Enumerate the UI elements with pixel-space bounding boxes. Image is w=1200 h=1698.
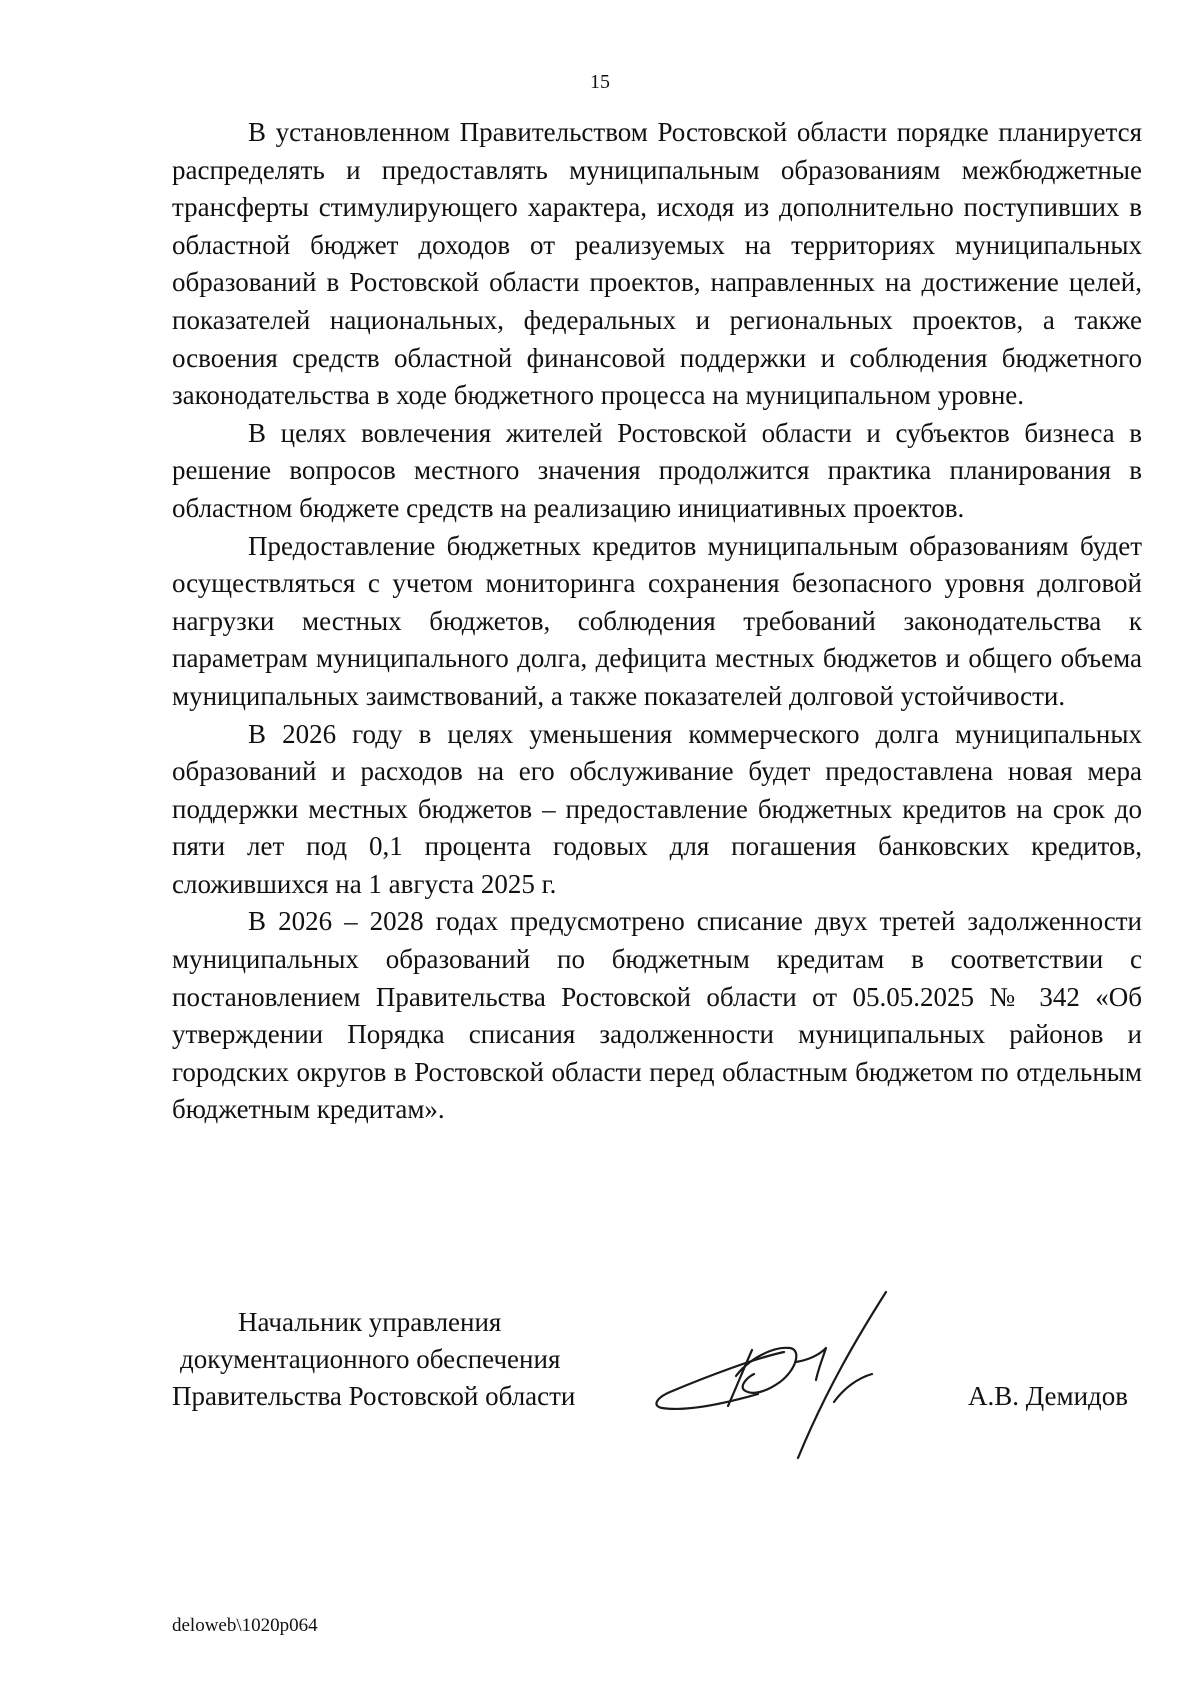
document-reference: deloweb\1020p064	[172, 1615, 318, 1636]
paragraph-initiative-projects: В целях вовлечения жителей Ростовской области и субъектов бизнеса в решение вопросов местного значения продолжится практика планирования в областном бюджете средств на реализацию инициативных проектов.	[172, 417, 1142, 523]
position-line: Правительства Ростовской области	[172, 1381, 576, 1411]
handwritten-signature	[648, 1290, 928, 1460]
signatory-position	[172, 1304, 622, 1415]
page-number: 15	[590, 71, 610, 93]
paragraph-interbudget-transfers: В установленном Правительством Ростовской области порядке планируется распределять и предоставлять муниципальным образованиям межбюджетные трансферты стимулирующего характера, исходя из дополнительно поступивших в областной бюджет доходов от реализуемых на территориях муниципальных образований в Ростовской области проектов, направленных на достижение целей, показателей национальных, федеральных и региональных проектов, а также освоения средств областной финансовой поддержки и соблюдения бюджетного законодательства в ходе бюджетного процесса на муниципальном уровне.	[172, 117, 1142, 411]
paragraph-commercial-debt: В 2026 году в целях уменьшения коммерческого долга муниципальных образований и расходов на его обслуживание будет предоставлена новая мера поддержки местных бюджетов – предоставление бюджетных кредитов на срок до пяти лет под 0,1 процента годовых для погашения банковских кредитов, сложившихся на 1 августа 2025 г.	[172, 718, 1142, 899]
position-line: документационного обеспечения	[180, 1344, 561, 1374]
signer-name: А.В. Демидов	[968, 1381, 1129, 1411]
document-body	[172, 114, 1142, 1129]
paragraph-budget-credits: Предоставление бюджетных кредитов муниципальным образованиям будет осуществляться с учетом мониторинга сохранения безопасного уровня долговой нагрузки местных бюджетов, соблюдения требований законодательства к параметрам муниципального долга, дефицита местных бюджетов и общего объема муниципальных заимствований, а также показателей долговой устойчивости.	[172, 530, 1142, 711]
position-line: Начальник управления	[238, 1307, 502, 1337]
paragraph-debt-writeoff: В 2026 – 2028 годах предусмотрено списание двух третей задолженности муниципальных образований по бюджетным кредитам в соответствии с постановлением Правительства Ростовской области от 05.05.2025 № 342 «Об утверждении Порядка списания задолженности муниципальных районов и городских округов в Ростовской области перед областным бюджетом по отдельным бюджетным кредитам».	[172, 906, 1142, 1125]
